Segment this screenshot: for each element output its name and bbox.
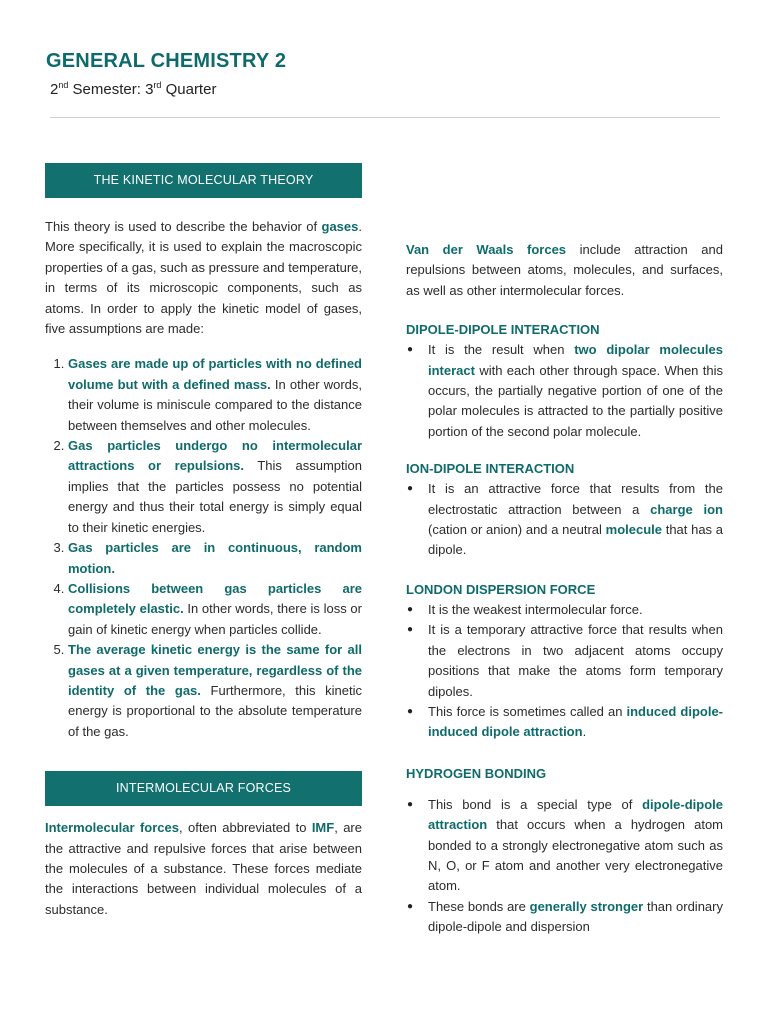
ion-dipole-heading: ION-DIPOLE INTERACTION <box>406 461 575 477</box>
kmt-assumption-4 <box>68 579 362 640</box>
kmt-intro-text-b: . More specifically, it is used to explain the macroscopic properties of a gas, such as pressure and temperature, in terms of its microscopic components, such as atoms. In order to apply the kinetic model of gases, five assumptions are made: <box>45 219 362 337</box>
quarter-number: 3 <box>145 81 154 98</box>
imf-text-b: , are the attractive and repulsive forces that arise between the molecules of a substance. These forces mediate the interactions between individual molecules of a substance. <box>45 820 362 917</box>
assumption-5-bold: The average kinetic energy is the same for all gases at a given temperature, regardless of the identity of the gas. <box>68 642 362 698</box>
kmt-assumption-2 <box>68 436 362 538</box>
dd-bold: two dipolar molecules interact <box>428 342 723 378</box>
hb-text-c: These bonds are <box>428 898 530 914</box>
header-divider <box>50 117 720 118</box>
dd-text-b: with each other through space. When this occurs, the partially negative portion of one of the polar molecules is attracted to the partially positive portion of the second polar molecule. <box>428 362 723 439</box>
right-column <box>406 160 723 938</box>
hb-text-a: This bond is a special type of <box>428 796 643 812</box>
ld-text-b: . <box>582 724 587 740</box>
hb-bold-1: dipole-dipole attraction <box>428 796 723 833</box>
id-text-c: that has a dipole. <box>428 522 723 558</box>
assumption-5-text: Furthermore, this kinetic energy is proportional to the absolute temperature of the gas. <box>68 682 363 739</box>
hydrogen-bullet-2 <box>428 897 723 938</box>
van-der-waals-term: Van der Waals forces <box>406 242 567 257</box>
assumption-1-bold: Gases are made up of particles with no defined volume but with a defined mass. <box>68 356 362 392</box>
london-bullet-1: ● It is the weakest intermolecular force. <box>428 600 723 620</box>
hydrogen-bullet-1 <box>428 795 723 897</box>
hydrogen-bonding-list <box>406 795 723 938</box>
kmt-intro-text-a: This theory is used to describe the behavior of <box>45 219 322 234</box>
ld-text-a: This force is sometimes called an <box>428 703 627 719</box>
ld-bold: induced dipole-induced dipole attraction <box>428 703 724 740</box>
assumption-2-bold: Gas particles undergo no intermolecular attractions or repulsions. <box>68 438 362 474</box>
dd-text-a: It is the result when <box>428 342 575 358</box>
quarter-label: Quarter <box>161 81 217 98</box>
ion-dipole-bullet-1 <box>428 479 723 561</box>
assumption-1-text: In other words, their volume is miniscule compared to the distance between themselves and other molecules. <box>68 376 362 433</box>
assumption-2-text: This assumption implies that the particles possess no potential energy and thus their total energy is simply equal to their kinetic energies. <box>68 458 362 535</box>
left-column <box>45 163 362 920</box>
semester-ordinal: nd <box>58 80 69 90</box>
hydrogen-bonding-heading: HYDROGEN BONDING <box>406 765 547 781</box>
kmt-assumptions-list <box>45 354 362 742</box>
kmt-assumption-1 <box>68 354 362 436</box>
dipole-dipole-heading: DIPOLE-DIPOLE INTERACTION <box>406 322 600 338</box>
hb-text-d: than ordinary dipole-dipole and dispersion <box>428 898 723 935</box>
page-subtitle <box>50 80 216 98</box>
kmt-intro-gases: gases <box>321 219 359 234</box>
imf-section-banner: INTERMOLECULAR FORCES <box>45 771 362 806</box>
semester-label: Semester: <box>68 81 146 98</box>
kmt-section-banner: THE KINETIC MOLECULAR THEORY <box>45 163 362 198</box>
imf-abbreviation: IMF <box>311 820 335 836</box>
id-text-b: (cation or anion) and a neutral <box>428 522 606 538</box>
london-bullet-2: ● It is a temporary attractive force that results when the electrons in two adjacent atoms occupy positions that make the atoms form temporary dipoles. <box>428 620 723 702</box>
imf-term: Intermolecular forces <box>45 820 179 836</box>
london-dispersion-heading: LONDON DISPERSION FORCE <box>406 581 596 597</box>
id-bold-molecule: molecule <box>605 522 662 538</box>
van-der-waals-text: include attraction and repulsions between atoms, molecules, and surfaces, as well as other intermolecular forces. <box>406 242 723 298</box>
kmt-intro-paragraph <box>45 217 362 339</box>
hb-bold-2: generally stronger <box>529 898 644 914</box>
london-bullet-3 <box>428 702 723 743</box>
semester-number: 2 <box>50 81 59 98</box>
imf-text-a: , often abbreviated to <box>178 820 312 836</box>
assumption-3-bold: Gas particles are in continuous, random motion. <box>68 540 362 576</box>
id-bold-charge-ion: charge ion <box>650 501 723 517</box>
van-der-waals-paragraph <box>406 240 723 301</box>
id-text-a: It is an attractive force that results from the electrostatic attraction between a <box>428 481 723 517</box>
dipole-dipole-bullet-1 <box>428 340 723 442</box>
london-dispersion-list <box>406 600 723 743</box>
kmt-assumption-3 <box>68 538 362 579</box>
assumption-4-text: In other words, there is loss or gain of kinetic energy when particles collide. <box>68 601 362 637</box>
hb-text-b: that occurs when a hydrogen atom bonded to a strongly electronegative atom such as N, O, or F atom and another very electronegative atom. <box>428 817 723 894</box>
ion-dipole-list <box>406 479 723 561</box>
quarter-ordinal: rd <box>153 80 162 90</box>
imf-definition-paragraph <box>45 818 362 920</box>
assumption-4-bold: Collisions between gas particles are completely elastic. <box>68 580 362 617</box>
page-title: GENERAL CHEMISTRY 2 <box>46 50 287 72</box>
kmt-assumption-5 <box>68 640 362 742</box>
imf-text-continuation-spacer <box>406 160 723 220</box>
dipole-dipole-list <box>406 340 723 442</box>
